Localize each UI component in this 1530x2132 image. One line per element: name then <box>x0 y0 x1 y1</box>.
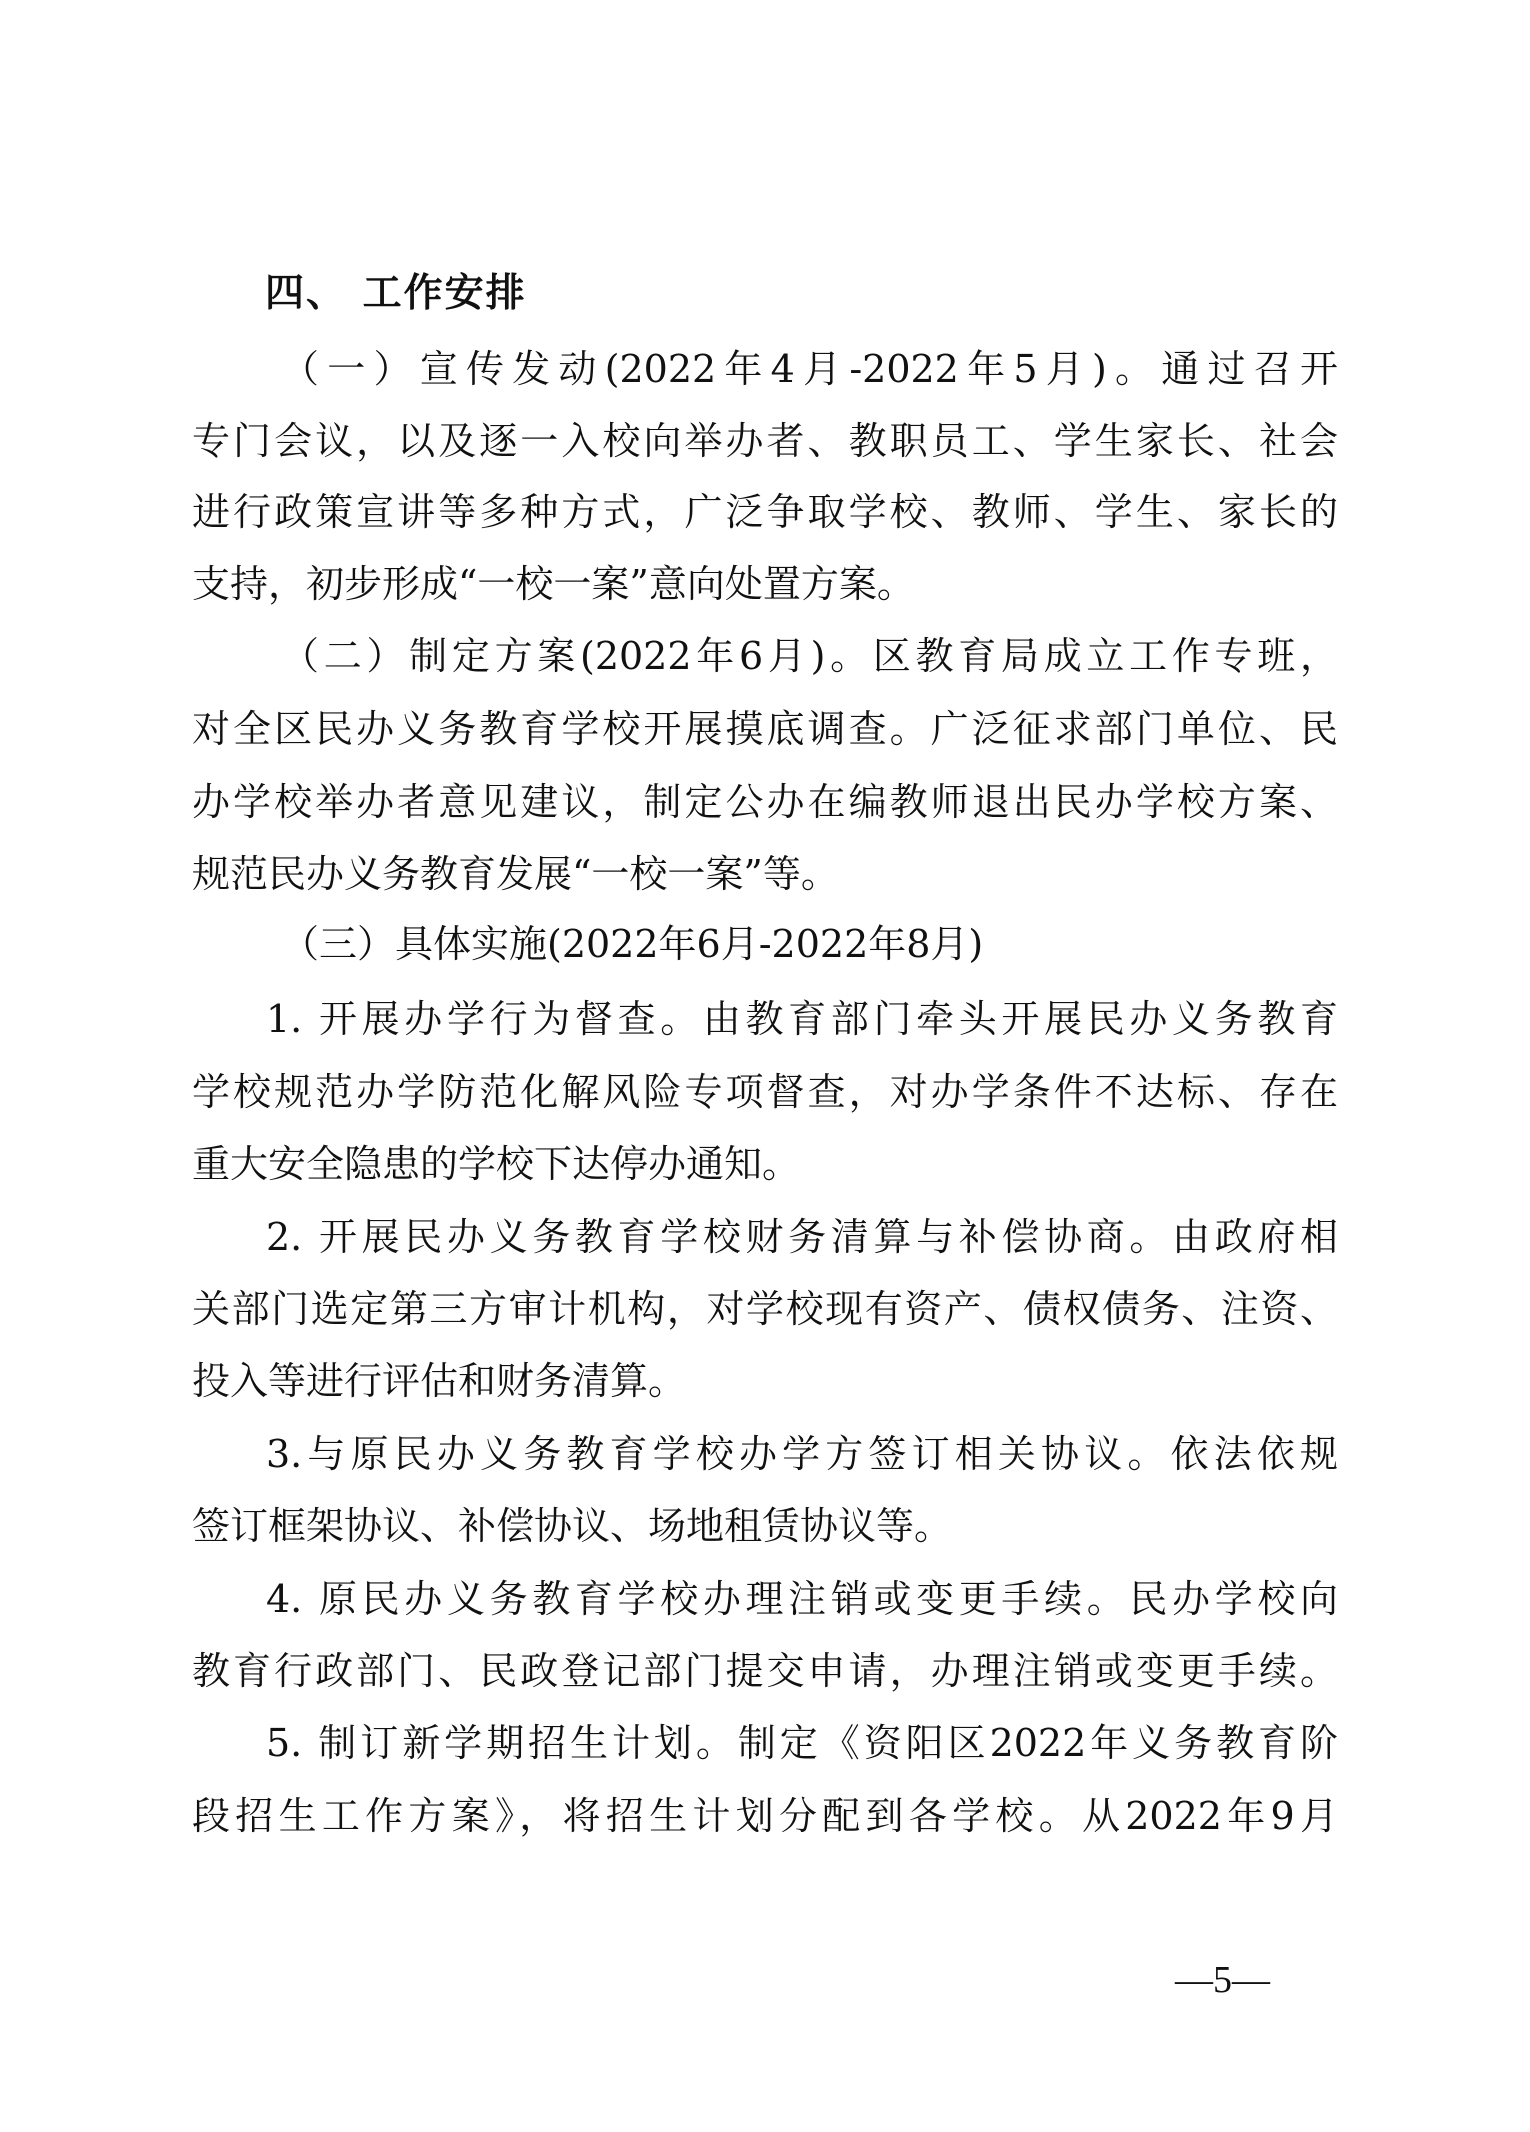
paragraph-line: 重大安全隐患的学校下达停办通知。 <box>192 1142 801 1186</box>
paragraph-line: 投入等进行评估和财务清算。 <box>192 1359 687 1403</box>
paragraph-line: 2. 开展民办义务教育学校财务清算与补偿协商。由政府相 <box>266 1215 1338 1259</box>
paragraph-line: 办学校举办者意见建议，制定公办在编教师退出民办学校方案、 <box>192 780 1338 824</box>
paragraph-line: 段招生工作方案》，将招生计划分配到各学校。从2022年9月 <box>192 1794 1338 1838</box>
subsection-heading: （三）具体实施(2022年6月-2022年8月) <box>281 922 984 966</box>
paragraph-line: 教育行政部门、民政登记部门提交申请，办理注销或变更手续。 <box>192 1649 1338 1693</box>
paragraph-line: 规范民办义务教育发展“一校一案”等。 <box>192 852 839 896</box>
paragraph-line: 3.与原民办义务教育学校办学方签订相关协议。依法依规 <box>266 1432 1338 1476</box>
paragraph-line: 专门会议，以及逐一入校向举办者、教职员工、学生家长、社会 <box>192 419 1338 463</box>
paragraph-line: 关部门选定第三方审计机构，对学校现有资产、债权债务、注资、 <box>192 1287 1338 1331</box>
paragraph-line: 5. 制订新学期招生计划。制定《资阳区2022年义务教育阶 <box>266 1721 1338 1765</box>
paragraph-line: 签订框架协议、补偿协议、场地租赁协议等。 <box>192 1504 953 1548</box>
page-number: —5— <box>1175 1959 1270 2001</box>
section-heading: 四、 工作安排 <box>265 271 527 316</box>
paragraph-line: 4. 原民办义务教育学校办理注销或变更手续。民办学校向 <box>266 1577 1338 1621</box>
paragraph-line: 学校规范办学防范化解风险专项督查，对办学条件不达标、存在 <box>192 1070 1338 1114</box>
paragraph-line: （一）宣传发动(2022年4月-2022年5月)。通过召开 <box>281 347 1338 391</box>
paragraph-line: 对全区民办义务教育学校开展摸底调查。广泛征求部门单位、民 <box>192 707 1338 751</box>
paragraph-line: 支持，初步形成“一校一案”意向处置方案。 <box>192 562 915 606</box>
paragraph-line: 1. 开展办学行为督查。由教育部门牵头开展民办义务教育 <box>266 997 1338 1041</box>
paragraph-line: （二）制定方案(2022年6月)。区教育局成立工作专班， <box>281 634 1338 678</box>
paragraph-line: 进行政策宣讲等多种方式，广泛争取学校、教师、学生、家长的 <box>192 490 1338 534</box>
